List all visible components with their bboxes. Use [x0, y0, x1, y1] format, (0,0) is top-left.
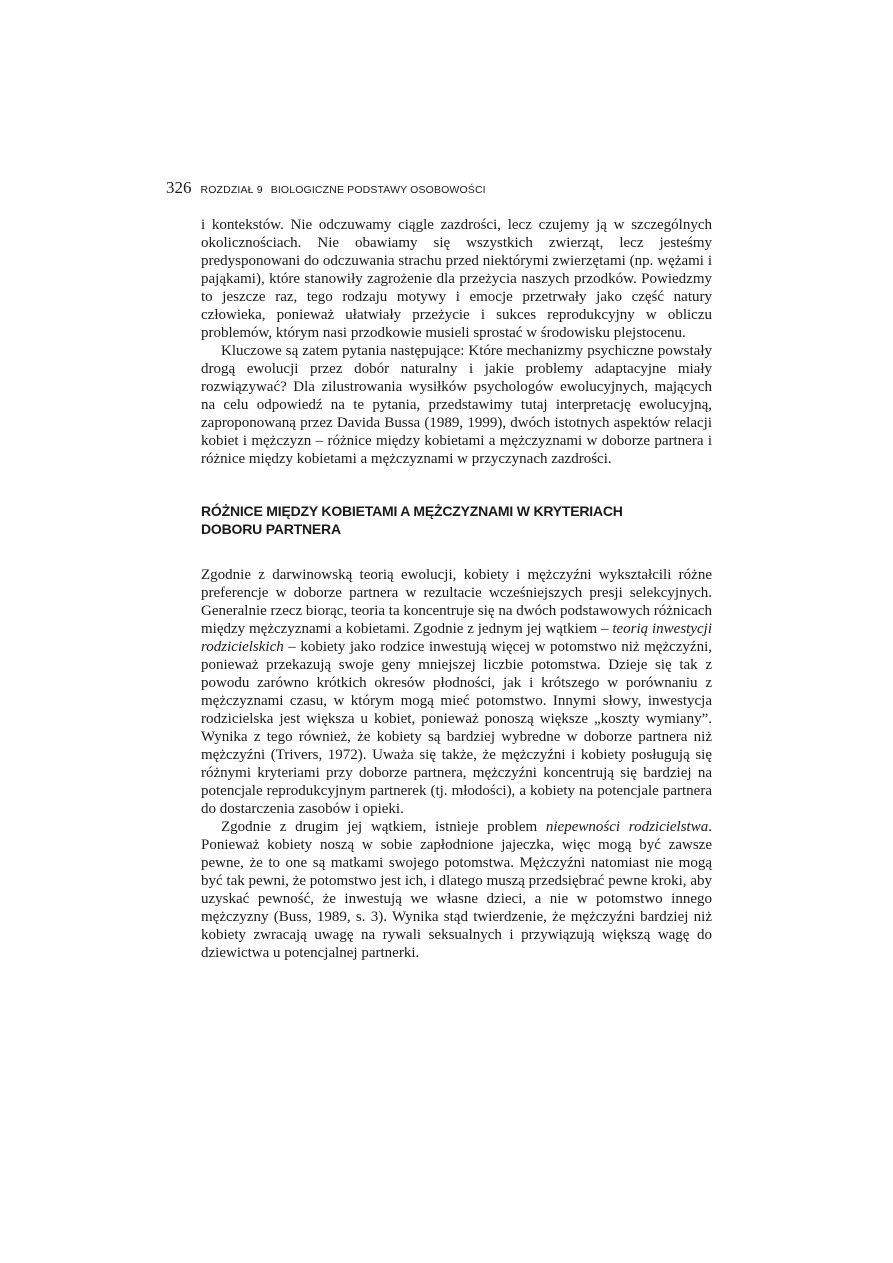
paragraph-3	[201, 566, 712, 818]
paragraph-2: Kluczowe są zatem pytania następujące: Które mechanizmy psychiczne powstały drogą ewolucji przez dobór naturalny i jakie problemy adaptacyjne miały rozwiązywać? Dla zilustrowania wysiłków psychologów ewolucyjnych, mających na celu odpowiedź na te pytania, przedstawimy tutaj interpretację ewolucyjną, zaproponowaną przez Davida Bussa (1989, 1999), dwóch istotnych aspektów relacji kobiet i mężczyzn – różnice między kobietami a mężczyznami w doborze partnera i różnice między kobietami a mężczyznami w przyczynach zazdrości.	[201, 343, 712, 467]
paragraph-3-text-a: Zgodnie z darwinowską teorią ewolucji, kobiety i mężczyźni wykształcili różne preferencje w doborze partnera w rezultacie wcześniejszych presji selekcyjnych. Generalnie rzecz biorąc, teoria ta koncentruje się na dwóch podstawowych różnicach między mężczyznami a kobietami. Zgodnie z jednym jej wątkiem –	[201, 567, 713, 637]
body-text	[201, 216, 712, 962]
paragraph-4-term: niepewności rodzicielstwa	[545, 819, 709, 835]
section-heading	[201, 502, 712, 538]
section-heading-line-1: RÓŻNICE MIĘDZY KOBIETAMI A MĘŻCZYZNAMI W KRYTERIACH	[201, 503, 623, 519]
chapter-label: ROZDZIAŁ 9	[200, 184, 263, 196]
paragraph-4-text-a: Zgodnie z drugim jej wątkiem, istnieje problem	[221, 819, 546, 835]
running-head	[166, 178, 726, 200]
paragraph-3-text-b: – kobiety jako rodzice inwestują więcej w potomstwo niż mężczyźni, ponieważ przekazują swoje geny mniejszej liczbie potomstwa. Dzieje się tak z powodu zarówno krótkich okresów płodności, jak i krótszego w porównaniu z mężczyznami czasu, w którym mogą mieć potomstwo. Innymi słowy, inwestycja rodzicielska jest większa u kobiet, ponieważ ponoszą większe „koszty wymiany”. Wynika z tego również, że kobiety są bardziej wybredne w doborze partnera niż mężczyźni (Trivers, 1972). Uważa się także, że mężczyźni i kobiety posługują się różnymi kryteriami przy doborze partnera, mężczyźni koncentrują się bardziej na potencjale reprodukcyjnym partnerek (tj. młodości), a kobiety na potencjale partnera do dostarczenia zasobów i opieki.	[201, 639, 712, 817]
paragraph-1: i kontekstów. Nie odczuwamy ciągle zazdrości, lecz czujemy ją w szczególnych okolicznościach. Nie obawiamy się wszystkich zwierząt, lecz jesteśmy predysponowani do odczuwania strachu przed niektórymi zwierzętami (np. wężami i pająkami), które stanowiły zagrożenie dla przeżycia naszych przodków. Powiedzmy to jeszcze raz, tego rodzaju motywy i emocje przetrwały jako część natury człowieka, ponieważ ułatwiały przeżycie i sukces reprodukcyjny w obliczu problemów, którym nasi przodkowie musieli sprostać w środowisku plejstocenu.	[201, 217, 712, 341]
section-heading-line-2: DOBORU PARTNERA	[201, 521, 341, 537]
paragraph-3-term: teorią inwestycji rodzicielskich	[201, 621, 712, 655]
chapter-title: BIOLOGICZNE PODSTAWY OSOBOWOŚCI	[270, 184, 486, 196]
page-number: 326	[166, 178, 192, 197]
paragraph-4	[201, 818, 712, 962]
paragraph-4-text-b: . Ponieważ kobiety noszą w sobie zapłodnione jajeczka, więc mogą być zawsze pewne, że to one są matkami swojego potomstwa. Mężczyźni natomiast nie mogą być tak pewni, że potomstwo jest ich, i dlatego muszą przedsiębrać pewne kroki, aby uzyskać pewność, że inwestują we własne dzieci, a nie w potomstwo innego mężczyzny (Buss, 1989, s. 3). Wynika stąd twierdzenie, że mężczyźni bardziej niż kobiety zwracają uwagę na rywali seksualnych i przywiązują większą wagę do dziewictwa u potencjalnej partnerki.	[201, 819, 712, 961]
